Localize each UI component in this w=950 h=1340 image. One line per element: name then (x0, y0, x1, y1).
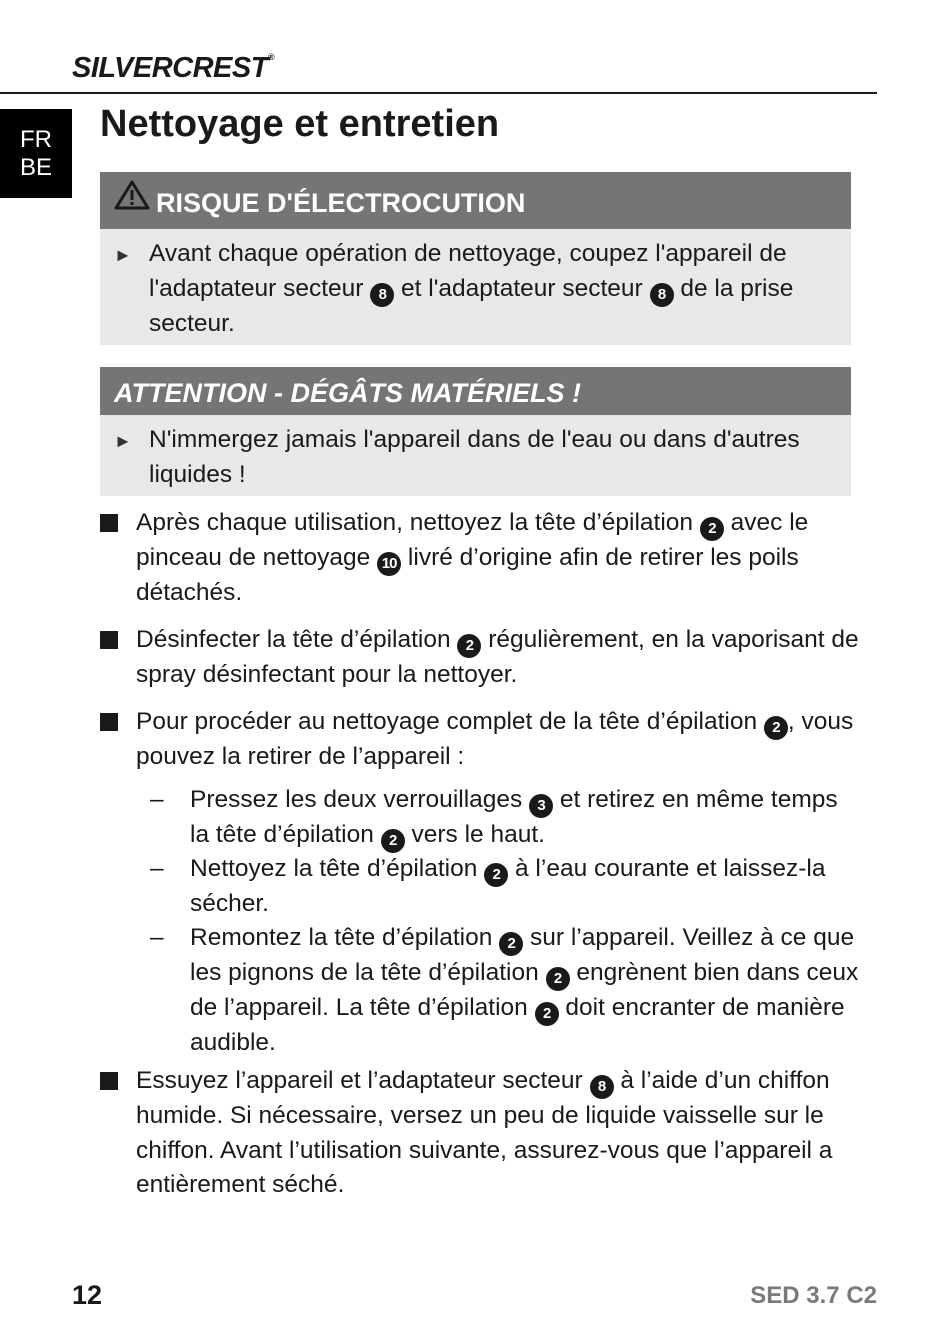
ref-number-badge: 2 (381, 829, 405, 853)
warning-text-material: ► N'immergez jamais l'appareil dans de l'eau ou dans d'autres liquides ! (114, 426, 800, 488)
dash-bullet: – (150, 924, 164, 951)
lang-code-fr: FR (20, 126, 52, 153)
ref-number-badge: 8 (650, 283, 674, 307)
arrow-bullet-icon: ► (114, 431, 132, 451)
ref-number-badge: 2 (499, 932, 523, 956)
page-title: Nettoyage et entretien (100, 103, 500, 145)
warning-box-material (100, 367, 851, 496)
ref-number-badge: 2 (535, 1002, 559, 1026)
warning-header-electric (100, 172, 851, 229)
page-number: 12 (72, 1280, 103, 1310)
warning-header-material (100, 367, 851, 415)
warning-box-electric (100, 172, 851, 345)
square-bullet-icon (100, 514, 118, 532)
lang-code-be: BE (19, 154, 52, 181)
ref-number-badge: 2 (700, 517, 724, 541)
dash-bullet: – (150, 786, 164, 813)
brand-logo: SILVERCREST® (72, 52, 275, 84)
warning-text-electric: ► Avant chaque opération de nettoyage, coupez l'appareil de l'adaptateur secteur 8 et l'adaptateur secteur 8 de la prise secteur. (114, 240, 794, 337)
list-item: Désinfecter la tête d’épilation 2 régulièrement, en la vaporisant de spray désinfectant pour la nettoyer. (100, 623, 860, 693)
square-bullet-icon (100, 1072, 118, 1090)
warning-title-electric: RISQUE D'ÉLECTROCUTION (156, 188, 526, 218)
ref-number-badge: 3 (529, 794, 553, 818)
arrow-bullet-icon: ► (114, 245, 132, 265)
ref-number-badge: 2 (546, 967, 570, 991)
list-item: Après chaque utilisation, nettoyez la tête d’épilation 2 avec le pinceau de nettoyage 10 livré d’origine afin de retirer les poils détachés. (100, 506, 860, 611)
square-bullet-icon (100, 713, 118, 731)
warning-title-material: ATTENTION - DÉGÂTS MATÉRIELS ! (114, 378, 581, 408)
header-rule (0, 92, 877, 94)
ref-number-badge: 8 (590, 1075, 614, 1099)
warning-triangle-icon (114, 170, 150, 232)
ref-number-badge: 2 (457, 634, 481, 658)
language-tab (0, 109, 72, 198)
ref-number-badge: 2 (764, 716, 788, 740)
list-item: Essuyez l’appareil et l’adaptateur secteur 8 à l’aide d’un chiffon humide. Si nécessaire, versez un peu de liquide vaisselle sur le chiffon. Avant l’utilisation suivante, assurez-vous que l’appareil a entièrement séché. (100, 1064, 860, 1203)
sub-list-item: – Nettoyez la tête d’épilation 2 à l’eau courante et laissez-la sécher. (150, 852, 860, 922)
ref-number-badge: 2 (484, 863, 508, 887)
square-bullet-icon (100, 631, 118, 649)
list-item: Pour procéder au nettoyage complet de la tête d’épilation 2 , vous pouvez la retirer de l’appareil : (100, 705, 860, 775)
sub-list-item: – Remontez la tête d’épilation 2 sur l’appareil. Veillez à ce que les pignons de la tête d’épilation 2 engrènent bien dans ceux de l’appareil. La tête d’épilation 2 doit encranter de manière audible. (150, 921, 860, 1061)
ref-number-badge: 8 (370, 283, 394, 307)
sub-list-item: – Pressez les deux verrouillages 3 et retirez en même temps la tête d’épilation 2 vers le haut. (150, 783, 860, 853)
model-number: SED 3.7 C2 (750, 1282, 877, 1309)
dash-bullet: – (150, 855, 164, 882)
ref-number-badge: 10 (377, 552, 401, 576)
